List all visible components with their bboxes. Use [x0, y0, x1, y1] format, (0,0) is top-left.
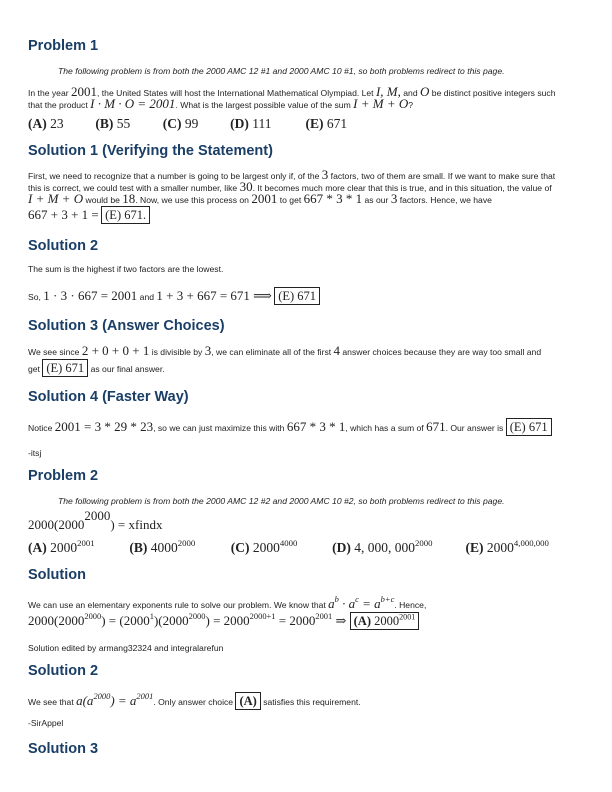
problem2-statement: $2000(2000^{2000})$ = xfindx — [28, 508, 163, 533]
choice-b: (B) 55 — [95, 116, 131, 131]
answer-box: (E) 671. — [101, 206, 150, 224]
p2-solution2-signature: -SirAppel — [28, 718, 64, 728]
choice-c: (C) 99 — [162, 116, 199, 131]
choice-a: (A) 23 — [28, 116, 64, 131]
answer-box: (E) 671 — [506, 418, 552, 436]
solution3-heading: Solution 3 (Answer Choices) — [28, 318, 225, 334]
problem1-heading: Problem 1 — [28, 38, 99, 54]
answer-box: (E) 671 — [274, 287, 320, 305]
choice-c: (C) $2000^{4000}$ — [230, 537, 298, 555]
choice-a: (A) $2000^{2001}$ — [28, 537, 95, 555]
answer-box: (A) $2000^{2001}$ — [350, 612, 420, 630]
solution1-line4: 667 + 3 + 1 = (E) 671. — [28, 206, 588, 226]
solution2-equation: So, 1 · 3 · 667 = 2001 and 1 + 3 + 667 = 671 ⟹ (E) 671 — [28, 287, 588, 307]
choice-b: (B) $4000^{2000}$ — [129, 537, 196, 555]
choice-d: (D) 4, 000, $000^{2000}$ — [332, 537, 433, 555]
solution4-text: Notice 2001 = 3 * 29 * 23, so we can just maximize this with 667 * 3 * 1, which has a sum of 671. Our answer is (E) 671 — [28, 418, 588, 438]
choice-e: (E) 671 — [305, 116, 348, 131]
problem1-statement-line1: In the year 2001, the United States will host the International Mathematical Olympiad. Let I, M, and O be distinct positive integers such — [28, 84, 556, 99]
solution1-line1: First, we need to recognize that a number is going to be largest only if, of the 3 factors, two of them are small. If we want to make sure that — [28, 167, 556, 182]
choice-d: (D) 111 — [230, 116, 272, 131]
p2-solution3-heading: Solution 3 — [28, 741, 99, 757]
choice-e: (E) 2000$^{4,000,000}$ — [465, 537, 549, 555]
solution3-line2: get (E) 671 as our final answer. — [28, 361, 165, 375]
solution1-heading: Solution 1 (Verifying the Statement) — [28, 143, 273, 159]
p2-solution-heading: Solution — [28, 567, 86, 583]
problem1-statement-line2: that the product I · M · O = 2001. What is the largest possible value of the sum I + M + O? — [28, 96, 414, 111]
p2-solution2-text: We see that $a(a^{2000}) = a^{2001}$. Only answer choice (A) satisfies this requirement. — [28, 691, 361, 708]
p2-solution-credit: Solution edited by armang32324 and integralarefun — [28, 643, 224, 653]
p2-solution-line2: $2000(2000^{2000}) = (2000^1)(2000^{2000}) = 2000^{2000+1} = 2000^{2001}$ ⇒ (A) $2000^{2001}$ — [28, 612, 588, 632]
solution3-line1: We see since 2 + 0 + 0 + 1 is divisible by 3, we can eliminate all of the first 4 answer choices because they are way too small and — [28, 343, 542, 358]
solution1-line3: I + M + O would be 18. Now, we use this process on 2001 to get 667 * 3 * 1 as our 3 factors. Hence, we have — [28, 191, 492, 206]
problem2-note: The following problem is from both the 2000 AMC 12 #2 and 2000 AMC 10 #2, so both problems redirect to this page. — [58, 496, 505, 506]
p2-solution-line1: We can use an elementary exponents rule to solve our problem. We know that $a^b \cdot a^c = a^{b+c}$. Hence, — [28, 594, 427, 611]
solution4-heading: Solution 4 (Faster Way) — [28, 389, 189, 405]
problem2-choices — [28, 537, 588, 560]
solution4-signature: -itsj — [28, 448, 42, 458]
problem1-choices — [28, 118, 588, 134]
answer-box: (E) 671 — [42, 359, 88, 377]
answer-box: (A) — [235, 692, 260, 710]
p2-solution2-heading: Solution 2 — [28, 663, 99, 679]
solution2-heading: Solution 2 — [28, 238, 99, 254]
solution1-line2: this is correct, we could test with a smaller number, like 30. It becomes much more clear that this is true, and in this situation, the value of — [28, 179, 552, 194]
problem2-heading: Problem 2 — [28, 468, 99, 484]
solution2-text: The sum is the highest if two factors are the lowest. — [28, 264, 224, 274]
problem1-note: The following problem is from both the 2000 AMC 12 #1 and 2000 AMC 10 #1, so both problems redirect to this page. — [58, 66, 505, 76]
